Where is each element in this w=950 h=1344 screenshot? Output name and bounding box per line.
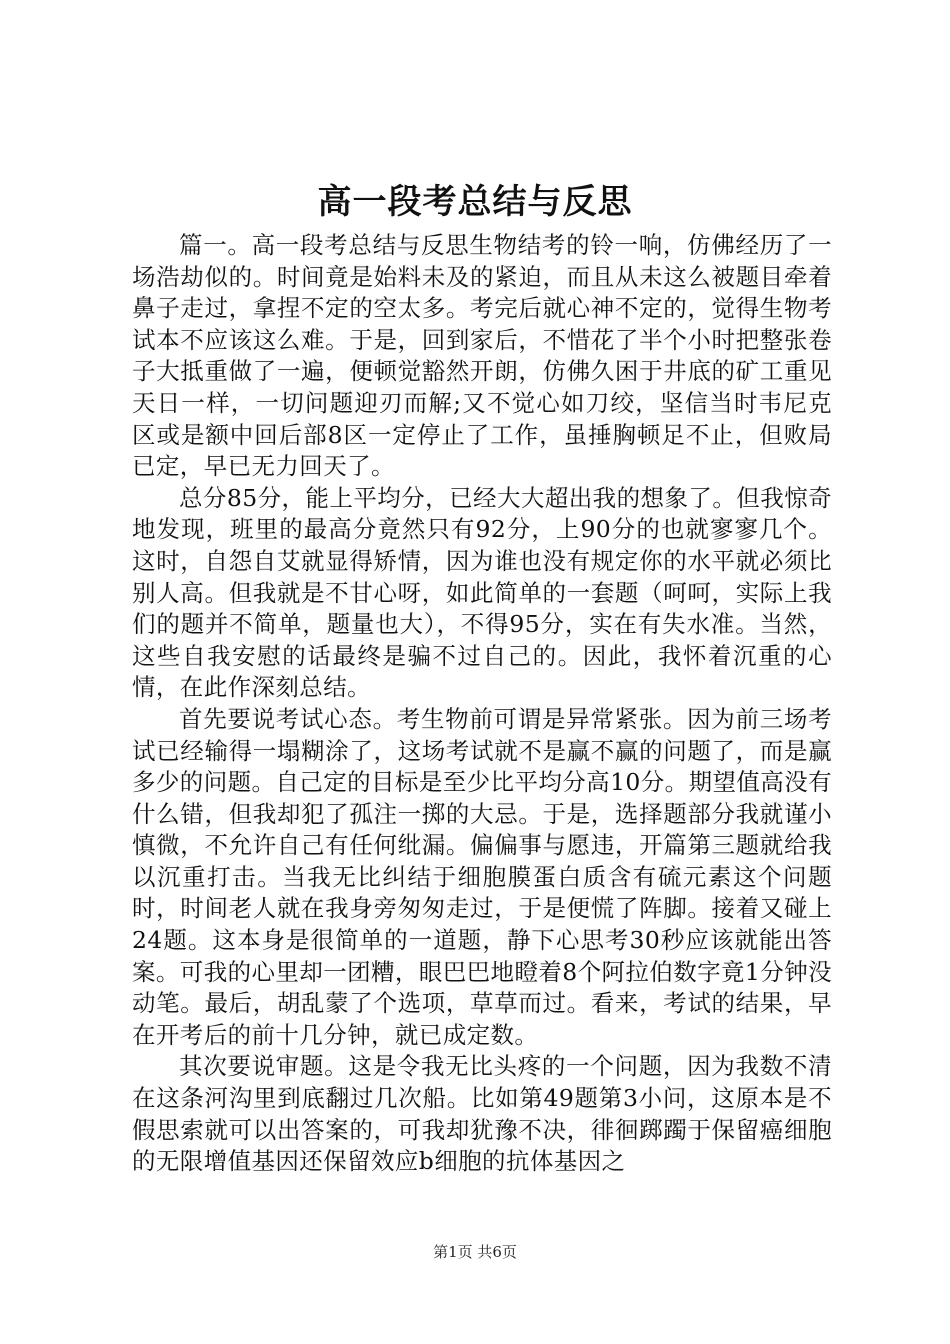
page-footer: 第1页 共6页	[433, 1243, 517, 1261]
paragraph-2: 总分85分，能上平均分，已经大大超出我的想象了。但我惊奇地发现，班里的最高分竟然只有92分，上90分的也就寥寥几个。这时，自怨自艾就显得矫情，因为谁也没有规定你的水平就必须比别人高。但我就是不甘心呀，如此简单的一套题（呵呵，实际上我们的题并不简单，题量也大），不得95分，实在有失水准。当然，这些自我安慰的话最终是骗不过自己的。因此，我怀着沉重的心情，在此作深刻总结。	[132, 483, 832, 702]
paragraph-4: 其次要说审题。这是令我无比头疼的一个问题，因为我数不清在这条河沟里到底翻过几次船。比如第49题第3小问，这原本是不假思索就可以出答案的，可我却犹豫不决，徘徊踯躅于保留癌细胞的无限增值基因还保留效应b细胞的抗体基因之	[132, 1052, 832, 1176]
paragraph-1: 篇一。高一段考总结与反思生物结考的铃一响，仿佛经历了一场浩劫似的。时间竟是始料未及的紧迫，而且从未这么被题目牵着鼻子走过，拿捏不定的空太多。考完后就心神不定的，觉得生物考试本不应该这么难。于是，回到家后，不惜花了半个小时把整张卷子大抵重做了一遍，便顿觉豁然开朗，仿佛久困于井底的矿工重见天日一样，一切问题迎刃而解;又不觉心如刀绞，坚信当时韦尼克区或是额中回后部8区一定停止了工作，虽捶胸顿足不止，但败局已定，早已无力回天了。	[132, 231, 832, 481]
document-body	[132, 230, 832, 1178]
document-title: 高一段考总结与反思	[317, 182, 633, 222]
paragraph-3: 首先要说考试心态。考生物前可谓是异常紧张。因为前三场考试已经输得一塌糊涂了，这场考试就不是赢不赢的问题了，而是赢多少的问题。自己定的目标是至少比平均分高10分。期望值高没有什么错，但我却犯了孤注一掷的大忌。于是，选择题部分我就谨小慎微，不允许自己有任何纰漏。偏偏事与愿违，开篇第三题就给我以沉重打击。当我无比纠结于细胞膜蛋白质含有硫元素这个问题时，时间老人就在我身旁匆匆走过，于是便慌了阵脚。接着又碰上24题。这本身是很简单的一道题，静下心思考30秒应该就能出答案。可我的心里却一团糟，眼巴巴地瞪着8个阿拉伯数字竟1分钟没动笔。最后，胡乱蒙了个选项，草草而过。看来，考试的结果，早在开考后的前十几分钟，就已成定数。	[132, 704, 832, 1049]
